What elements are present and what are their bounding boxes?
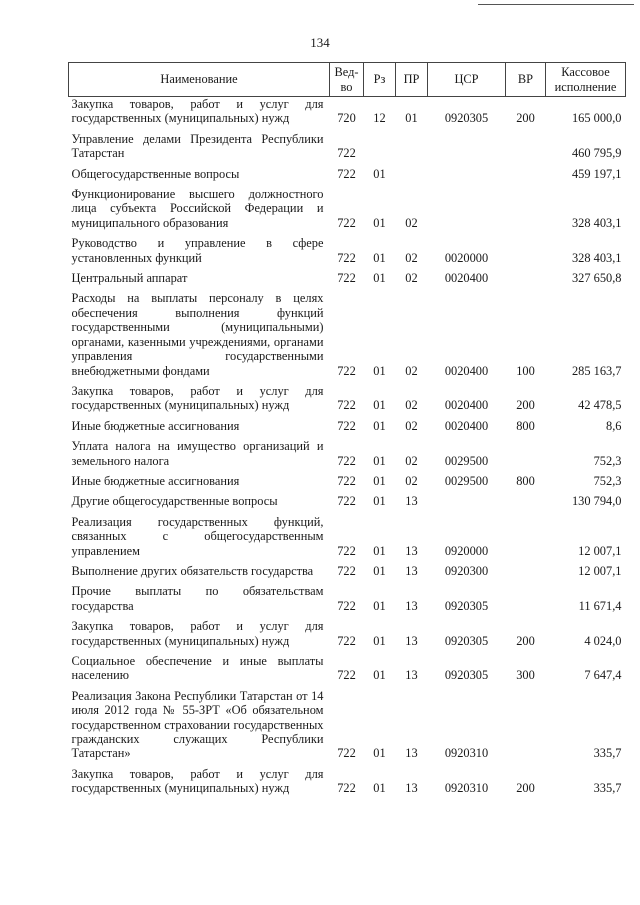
cell-name: Прочие выплаты по обязательствам государства <box>71 584 324 613</box>
table-row <box>69 268 626 288</box>
header-ved-line1: Вед- <box>334 64 359 79</box>
table-row <box>69 491 626 511</box>
cell-amount: 328 403,1 <box>571 215 622 230</box>
cell-name: Общегосударственные вопросы <box>71 166 240 181</box>
cell-pr <box>396 129 428 164</box>
cell-csr: 0920310 <box>444 781 489 796</box>
cell-csr: 0029500 <box>444 473 489 488</box>
cell-ved: 720 <box>337 111 356 126</box>
table-row <box>69 686 626 764</box>
cell-ved: 722 <box>337 781 356 796</box>
cell-ved: 722 <box>337 543 356 558</box>
header-name: Наименование <box>69 63 330 97</box>
cell-ved: 722 <box>337 633 356 648</box>
cell-vr: 200 <box>516 781 535 796</box>
header-csr: ЦСР <box>428 63 506 97</box>
cell-amount: 12 007,1 <box>578 563 622 578</box>
header-amount-line1: Кассовое <box>561 64 610 79</box>
cell-vr <box>506 581 546 616</box>
table-row <box>69 616 626 651</box>
table-row <box>69 651 626 686</box>
table-row <box>69 561 626 581</box>
cell-csr: 0020400 <box>444 271 489 286</box>
cell-rz: 01 <box>373 250 386 265</box>
cell-vr <box>506 561 546 581</box>
cell-csr: 0020400 <box>444 418 489 433</box>
cell-pr: 13 <box>405 494 418 509</box>
cell-vr: 200 <box>516 398 535 413</box>
cell-name: Выполнение других обязательств государства <box>71 563 314 578</box>
cell-name: Другие общегосударственные вопросы <box>71 494 278 509</box>
cell-ved: 722 <box>337 668 356 683</box>
cell-vr <box>506 184 546 233</box>
cell-amount: 8,6 <box>606 418 622 433</box>
cell-pr: 02 <box>405 398 418 413</box>
cell-amount: 4 024,0 <box>584 633 622 648</box>
table-row <box>69 129 626 164</box>
cell-vr: 100 <box>516 363 535 378</box>
cell-rz: 12 <box>373 111 386 126</box>
header-vr: ВР <box>506 63 546 97</box>
cell-amount: 335,7 <box>593 781 622 796</box>
cell-ved: 722 <box>337 746 356 761</box>
cell-rz: 01 <box>373 166 386 181</box>
header-ved <box>330 63 364 97</box>
cell-ved: 722 <box>337 363 356 378</box>
cell-amount: 165 000,0 <box>571 111 622 126</box>
cell-csr <box>428 184 506 233</box>
cell-name: Управление делами Президента Республики Татарстан <box>71 131 324 161</box>
cell-vr <box>506 436 546 471</box>
cell-pr: 02 <box>405 215 418 230</box>
cell-rz: 01 <box>373 363 386 378</box>
cell-ved: 722 <box>337 146 356 161</box>
cell-pr: 02 <box>405 363 418 378</box>
cell-ved: 722 <box>337 250 356 265</box>
cell-pr: 13 <box>405 668 418 683</box>
cell-csr: 0020400 <box>444 398 489 413</box>
budget-table <box>68 62 626 799</box>
cell-pr: 13 <box>405 746 418 761</box>
header-amount-line2: исполнение <box>554 79 617 94</box>
table-row <box>69 764 626 799</box>
cell-csr: 0020000 <box>444 250 489 265</box>
cell-rz: 01 <box>373 668 386 683</box>
cell-ved: 722 <box>337 453 356 468</box>
cell-rz: 01 <box>373 473 386 488</box>
cell-pr: 13 <box>405 781 418 796</box>
cell-vr <box>506 491 546 511</box>
cell-vr: 200 <box>516 111 535 126</box>
cell-csr: 0920300 <box>444 563 489 578</box>
cell-vr <box>506 686 546 764</box>
cell-amount: 12 007,1 <box>578 543 622 558</box>
header-ved-line2: во <box>340 79 353 94</box>
cell-amount: 335,7 <box>593 746 622 761</box>
cell-csr: 0920305 <box>444 598 489 613</box>
cell-pr: 01 <box>405 111 418 126</box>
table-row <box>69 581 626 616</box>
cell-vr: 800 <box>516 418 535 433</box>
header-amount <box>546 63 626 97</box>
cell-rz: 01 <box>373 398 386 413</box>
cell-rz: 01 <box>373 453 386 468</box>
cell-pr: 13 <box>405 598 418 613</box>
cell-amount: 328 403,1 <box>571 250 622 265</box>
cell-name: Закупка товаров, работ и услуг для государственных (муниципальных) нужд <box>71 383 324 413</box>
table-row <box>69 97 626 129</box>
table-row <box>69 164 626 184</box>
cell-ved: 722 <box>337 271 356 286</box>
cell-rz: 01 <box>373 598 386 613</box>
table-row <box>69 512 626 561</box>
top-rule <box>478 4 634 5</box>
cell-ved: 722 <box>337 215 356 230</box>
cell-rz: 01 <box>373 746 386 761</box>
cell-ved: 722 <box>337 398 356 413</box>
cell-csr: 0920305 <box>444 633 489 648</box>
cell-vr <box>506 129 546 164</box>
cell-csr: 0920310 <box>444 746 489 761</box>
cell-rz: 01 <box>373 543 386 558</box>
cell-vr <box>506 512 546 561</box>
cell-ved: 722 <box>337 494 356 509</box>
cell-rz: 01 <box>373 271 386 286</box>
cell-name: Расходы на выплаты персоналу в целях обеспечения выполнения функций государственными (муниципальными) органами, казенными учреждениями, органами управления государственными внебюджетными фондами <box>71 291 324 378</box>
cell-csr: 0920000 <box>444 543 489 558</box>
cell-csr: 0029500 <box>444 453 489 468</box>
cell-rz: 01 <box>373 418 386 433</box>
cell-name: Иные бюджетные ассигнования <box>71 473 240 488</box>
header-pr: ПР <box>396 63 428 97</box>
cell-csr: 0020400 <box>444 363 489 378</box>
cell-ved: 722 <box>337 598 356 613</box>
cell-csr: 0920305 <box>444 668 489 683</box>
cell-name: Реализация Закона Республики Татарстан от 14 июля 2012 года № 55-ЗРТ «Об обязательном государственном страховании государственных гражданских служащих Республики Татарстан» <box>71 688 324 761</box>
cell-rz: 01 <box>373 633 386 648</box>
cell-ved: 722 <box>337 418 356 433</box>
cell-rz <box>364 129 396 164</box>
cell-amount: 42 478,5 <box>578 398 622 413</box>
table-row <box>69 471 626 491</box>
table-row <box>69 184 626 233</box>
cell-amount: 752,3 <box>593 473 622 488</box>
cell-rz: 01 <box>373 494 386 509</box>
cell-pr: 02 <box>405 473 418 488</box>
table-row <box>69 288 626 380</box>
cell-name: Центральный аппарат <box>71 271 188 286</box>
cell-csr <box>428 164 506 184</box>
table-row <box>69 416 626 436</box>
cell-pr: 13 <box>405 633 418 648</box>
cell-name: Закупка товаров, работ и услуг для государственных (муниципальных) нужд <box>71 97 324 126</box>
page-number: 134 <box>310 35 330 50</box>
cell-name: Реализация государственных функций, связанных с общегосударственным управлением <box>71 514 324 558</box>
cell-name: Закупка товаров, работ и услуг для государственных (муниципальных) нужд <box>71 619 324 648</box>
cell-vr <box>506 164 546 184</box>
cell-pr: 02 <box>405 250 418 265</box>
cell-pr <box>396 164 428 184</box>
cell-vr: 800 <box>516 473 535 488</box>
cell-amount: 752,3 <box>593 453 622 468</box>
cell-csr <box>428 491 506 511</box>
cell-name: Уплата налога на имущество организаций и земельного налога <box>71 439 324 468</box>
cell-pr: 13 <box>405 563 418 578</box>
cell-amount: 459 197,1 <box>571 166 622 181</box>
cell-amount: 11 671,4 <box>578 598 622 613</box>
cell-rz: 01 <box>373 215 386 230</box>
cell-csr <box>428 129 506 164</box>
cell-pr: 02 <box>405 271 418 286</box>
cell-name: Закупка товаров, работ и услуг для государственных (муниципальных) нужд <box>71 766 324 796</box>
cell-rz: 01 <box>373 563 386 578</box>
cell-ved: 722 <box>337 166 356 181</box>
cell-csr: 0920305 <box>444 111 489 126</box>
cell-name: Социальное обеспечение и иные выплаты населению <box>71 654 324 683</box>
header-rz: Рз <box>364 63 396 97</box>
table-row <box>69 436 626 471</box>
cell-vr: 300 <box>516 668 535 683</box>
cell-name: Функционирование высшего должностного лица субъекта Российской Федерации и муниципального образования <box>71 187 324 230</box>
cell-amount: 285 163,7 <box>571 363 622 378</box>
cell-amount: 327 650,8 <box>571 271 622 286</box>
table-header-row <box>69 63 626 97</box>
cell-amount: 460 795,9 <box>571 146 622 161</box>
cell-ved: 722 <box>337 473 356 488</box>
cell-vr: 200 <box>516 633 535 648</box>
cell-pr: 02 <box>405 453 418 468</box>
table-row <box>69 381 626 416</box>
cell-amount: 130 794,0 <box>571 494 622 509</box>
cell-name: Руководство и управление в сфере установленных функций <box>71 236 324 265</box>
cell-amount: 7 647,4 <box>584 668 622 683</box>
table-row <box>69 233 626 268</box>
cell-vr <box>506 268 546 288</box>
cell-ved: 722 <box>337 563 356 578</box>
cell-name: Иные бюджетные ассигнования <box>71 418 240 433</box>
cell-pr: 13 <box>405 543 418 558</box>
cell-rz: 01 <box>373 781 386 796</box>
cell-pr: 02 <box>405 418 418 433</box>
cell-vr <box>506 233 546 268</box>
